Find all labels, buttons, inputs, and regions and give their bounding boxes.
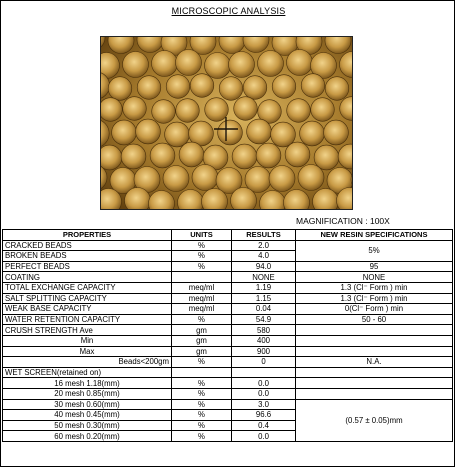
spec-cell xyxy=(296,325,453,336)
unit-cell: % xyxy=(172,431,232,442)
resin-beads-image xyxy=(101,37,353,210)
property-cell: 20 mesh 0.85(mm) xyxy=(3,388,172,399)
bead xyxy=(123,97,147,121)
table-row xyxy=(3,357,453,368)
table-row xyxy=(3,335,453,346)
bead xyxy=(247,119,272,144)
bead xyxy=(258,51,284,77)
result-cell: 0 xyxy=(232,357,296,368)
table-row xyxy=(3,378,453,389)
bead xyxy=(218,120,243,145)
bead xyxy=(243,76,267,100)
result-cell: 0.0 xyxy=(232,388,296,399)
bead xyxy=(205,98,229,122)
result-cell: 4.0 xyxy=(232,251,296,262)
property-cell: WATER RETENTION CAPACITY xyxy=(3,314,172,325)
table-row xyxy=(3,399,453,410)
table-row xyxy=(3,282,453,293)
unit-cell: % xyxy=(172,240,232,251)
unit-cell: % xyxy=(172,251,232,262)
unit-cell: meq/ml xyxy=(172,282,232,293)
result-cell: 3.0 xyxy=(232,399,296,410)
property-cell: 30 mesh 0.60(mm) xyxy=(3,399,172,410)
bead xyxy=(269,166,295,192)
bead xyxy=(176,50,202,76)
unit-cell xyxy=(172,367,232,378)
property-cell: Beads<200gm xyxy=(3,357,172,368)
bead xyxy=(101,98,122,122)
result-cell: 580 xyxy=(232,325,296,336)
property-cell: TOTAL EXCHANGE CAPACITY xyxy=(3,282,172,293)
bead xyxy=(232,144,257,169)
property-cell: BROKEN BEADS xyxy=(3,251,172,262)
unit-cell xyxy=(172,272,232,283)
page-title: MICROSCOPIC ANALYSIS xyxy=(171,6,286,16)
unit-cell: % xyxy=(172,399,232,410)
property-cell: 16 mesh 1.18(mm) xyxy=(3,378,172,389)
bead xyxy=(190,74,214,98)
unit-cell: % xyxy=(172,388,232,399)
result-cell: NONE xyxy=(232,272,296,283)
unit-cell: % xyxy=(172,261,232,272)
bead xyxy=(152,51,178,77)
property-cell: 40 mesh 0.45(mm) xyxy=(3,410,172,421)
bead xyxy=(325,77,349,101)
bead xyxy=(179,142,204,167)
header-results: RESULTS xyxy=(232,230,296,241)
property-cell: CRUSH STRENGTH Ave xyxy=(3,325,172,336)
bead xyxy=(311,98,335,122)
bead xyxy=(152,100,176,124)
spec-cell: (0.57 ± 0.05)mm xyxy=(296,399,453,441)
spec-cell: 0(Cl⁻ Form ) min xyxy=(296,304,453,315)
bead xyxy=(205,53,231,79)
table-row xyxy=(3,304,453,315)
bead xyxy=(108,77,132,101)
property-cell: WEAK BASE CAPACITY xyxy=(3,304,172,315)
header-units: UNITS xyxy=(172,230,232,241)
bead xyxy=(123,52,149,78)
spec-cell: 1.3 (Cl⁻ Form ) min xyxy=(296,282,453,293)
table-header-row xyxy=(3,230,453,241)
unit-cell: gm xyxy=(172,346,232,357)
bead xyxy=(101,145,122,170)
result-cell: 0.0 xyxy=(232,378,296,389)
unit-cell: gm xyxy=(172,335,232,346)
bead xyxy=(112,120,137,145)
bead xyxy=(219,77,243,101)
property-cell: 50 mesh 0.30(mm) xyxy=(3,420,172,431)
table-row xyxy=(3,293,453,304)
spec-cell: NONE xyxy=(296,272,453,283)
bead xyxy=(231,188,257,211)
spec-cell: 95 xyxy=(296,261,453,272)
spec-cell xyxy=(296,388,453,399)
table-row xyxy=(3,367,453,378)
result-cell: 96.6 xyxy=(232,410,296,421)
property-cell: PERFECT BEADS xyxy=(3,261,172,272)
bead xyxy=(229,52,255,78)
spec-cell xyxy=(296,335,453,346)
property-cell: WET SCREEN(retained on) xyxy=(3,367,172,378)
bead xyxy=(163,166,189,192)
unit-cell: meq/ml xyxy=(172,293,232,304)
bead xyxy=(272,75,296,99)
result-cell: 400 xyxy=(232,335,296,346)
spec-cell xyxy=(296,367,453,378)
bead xyxy=(287,99,311,123)
spec-cell: N.A. xyxy=(296,357,453,368)
bead xyxy=(125,188,151,211)
result-cell: 94.0 xyxy=(232,261,296,272)
bead xyxy=(166,75,190,99)
table-row xyxy=(3,314,453,325)
table-row xyxy=(3,261,453,272)
magnification-label: MAGNIFICATION : 100X xyxy=(296,216,390,226)
table-row xyxy=(3,346,453,357)
spec-cell: 1.3 (Cl⁻ Form ) min xyxy=(296,293,453,304)
unit-cell: % xyxy=(172,410,232,421)
result-cell: 0.0 xyxy=(232,431,296,442)
bead xyxy=(165,122,190,147)
result-cell: 1.15 xyxy=(232,293,296,304)
table-row xyxy=(3,388,453,399)
unit-cell: % xyxy=(172,378,232,389)
result-cell: 0.04 xyxy=(232,304,296,315)
bead xyxy=(285,142,310,167)
property-cell: CRACKED BEADS xyxy=(3,240,172,251)
bead xyxy=(137,76,161,100)
table-row xyxy=(3,272,453,283)
property-cell: 60 mesh 0.20(mm) xyxy=(3,431,172,442)
spec-cell: 5% xyxy=(296,240,453,261)
result-cell: 54.9 xyxy=(232,314,296,325)
table-row xyxy=(3,325,453,336)
bead-field xyxy=(101,37,353,210)
table-row xyxy=(3,240,453,251)
result-cell: 2.0 xyxy=(232,240,296,251)
bead xyxy=(256,143,281,168)
unit-cell: gm xyxy=(172,325,232,336)
spec-cell: 50 - 60 xyxy=(296,314,453,325)
bead xyxy=(150,143,175,168)
bead xyxy=(176,99,200,123)
unit-cell: meq/ml xyxy=(172,304,232,315)
result-cell: 0.4 xyxy=(232,420,296,431)
spec-cell xyxy=(296,378,453,389)
bead xyxy=(324,120,349,145)
properties-table xyxy=(2,229,453,442)
header-properties: PROPERTIES xyxy=(3,230,172,241)
unit-cell: % xyxy=(172,420,232,431)
unit-cell: % xyxy=(172,314,232,325)
bead xyxy=(300,121,325,146)
result-cell: 900 xyxy=(232,346,296,357)
result-cell: 1.19 xyxy=(232,282,296,293)
bead xyxy=(192,165,218,191)
spec-cell xyxy=(296,346,453,357)
bead xyxy=(301,74,325,98)
bead xyxy=(271,122,296,147)
header-specifications: NEW RESIN SPECIFICATIONS xyxy=(296,230,453,241)
property-cell: Max xyxy=(3,346,172,357)
bead xyxy=(136,119,161,144)
bead xyxy=(121,144,146,169)
bead xyxy=(298,165,324,191)
property-cell: SALT SPLITTING CAPACITY xyxy=(3,293,172,304)
result-cell xyxy=(232,367,296,378)
property-cell: COATING xyxy=(3,272,172,283)
property-cell: Min xyxy=(3,335,172,346)
unit-cell: % xyxy=(172,357,232,368)
microscope-photo xyxy=(100,36,353,210)
bead xyxy=(287,50,313,76)
bead xyxy=(234,97,258,121)
